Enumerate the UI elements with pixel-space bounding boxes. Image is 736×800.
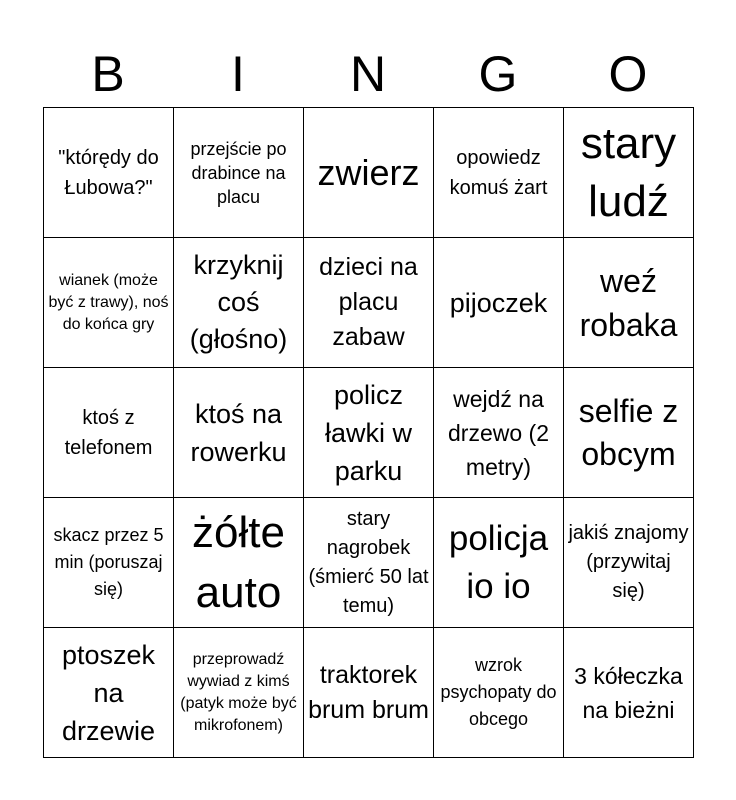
cell-text: wzrok psychopaty do obcego: [440, 655, 557, 729]
bingo-cell[interactable]: [434, 368, 564, 498]
bingo-cell[interactable]: [564, 238, 694, 368]
cell-text: weź robaka: [579, 262, 678, 343]
bingo-cell[interactable]: [44, 498, 174, 628]
cell-text: wianek (może być z trawy), noś do końca gry: [48, 271, 169, 333]
bingo-cell[interactable]: [564, 368, 694, 498]
bingo-cell[interactable]: [174, 628, 304, 758]
bingo-cell[interactable]: [44, 368, 174, 498]
cell-text: przeprowadź wywiad z kimś (patyk może być mikrofonem): [180, 650, 297, 734]
cell-text: zwierz: [317, 151, 420, 193]
cell-text: dzieci na placu zabaw: [319, 253, 418, 351]
cell-text: ktoś na rowerku: [190, 398, 287, 467]
cell-text: "którędy do Łubowa?": [58, 146, 159, 199]
bingo-cell[interactable]: [174, 368, 304, 498]
bingo-cell[interactable]: [304, 628, 434, 758]
bingo-grid: [43, 107, 694, 758]
bingo-cell[interactable]: [304, 368, 434, 498]
cell-text: przejście po drabince na placu: [190, 138, 287, 207]
bingo-cell[interactable]: [304, 108, 434, 238]
cell-text: ptoszek na drzewie: [61, 639, 156, 746]
cell-text: skacz przez 5 min (poruszaj się): [53, 525, 164, 599]
cell-text: krzyknij coś (głośno): [189, 250, 288, 354]
cell-text: 3 kółeczka na bieżni: [574, 662, 683, 723]
cell-text: opowiedz komuś żart: [449, 146, 548, 199]
bingo-cell[interactable]: [564, 498, 694, 628]
cell-text: policja io io: [448, 518, 549, 606]
header-letter-g: G: [478, 46, 518, 102]
cell-text: policz ławki w parku: [324, 379, 412, 486]
bingo-cell[interactable]: [174, 498, 304, 628]
bingo-cell[interactable]: [564, 628, 694, 758]
bingo-cell[interactable]: [44, 238, 174, 368]
bingo-cell[interactable]: [44, 628, 174, 758]
header-letter-n: N: [349, 46, 387, 102]
cell-text: selfie z obcym: [578, 392, 679, 472]
bingo-cell[interactable]: [434, 498, 564, 628]
cell-text: pijoczek: [449, 287, 548, 318]
cell-text: ktoś z telefonem: [64, 406, 153, 459]
cell-text: stary nagrobek (śmierć 50 lat temu): [308, 507, 429, 617]
bingo-cell[interactable]: [304, 498, 434, 628]
bingo-header: [43, 40, 693, 108]
cell-text: stary ludź: [580, 118, 677, 226]
bingo-cell[interactable]: [434, 238, 564, 368]
header-letter-o: O: [608, 46, 648, 102]
cell-text: wejdź na drzewo (2 metry): [448, 385, 549, 480]
bingo-cell[interactable]: [434, 628, 564, 758]
bingo-cell[interactable]: [304, 238, 434, 368]
cell-text: żółte auto: [192, 507, 285, 617]
bingo-cell[interactable]: [174, 238, 304, 368]
cell-text: jakiś znajomy (przywitaj się): [568, 522, 689, 602]
bingo-cell[interactable]: [564, 108, 694, 238]
bingo-cell[interactable]: [434, 108, 564, 238]
bingo-cell[interactable]: [44, 108, 174, 238]
header-letter-i: I: [231, 46, 245, 102]
cell-text: traktorek brum brum: [308, 660, 429, 724]
header-letter-b: B: [91, 46, 125, 102]
bingo-cell[interactable]: [174, 108, 304, 238]
